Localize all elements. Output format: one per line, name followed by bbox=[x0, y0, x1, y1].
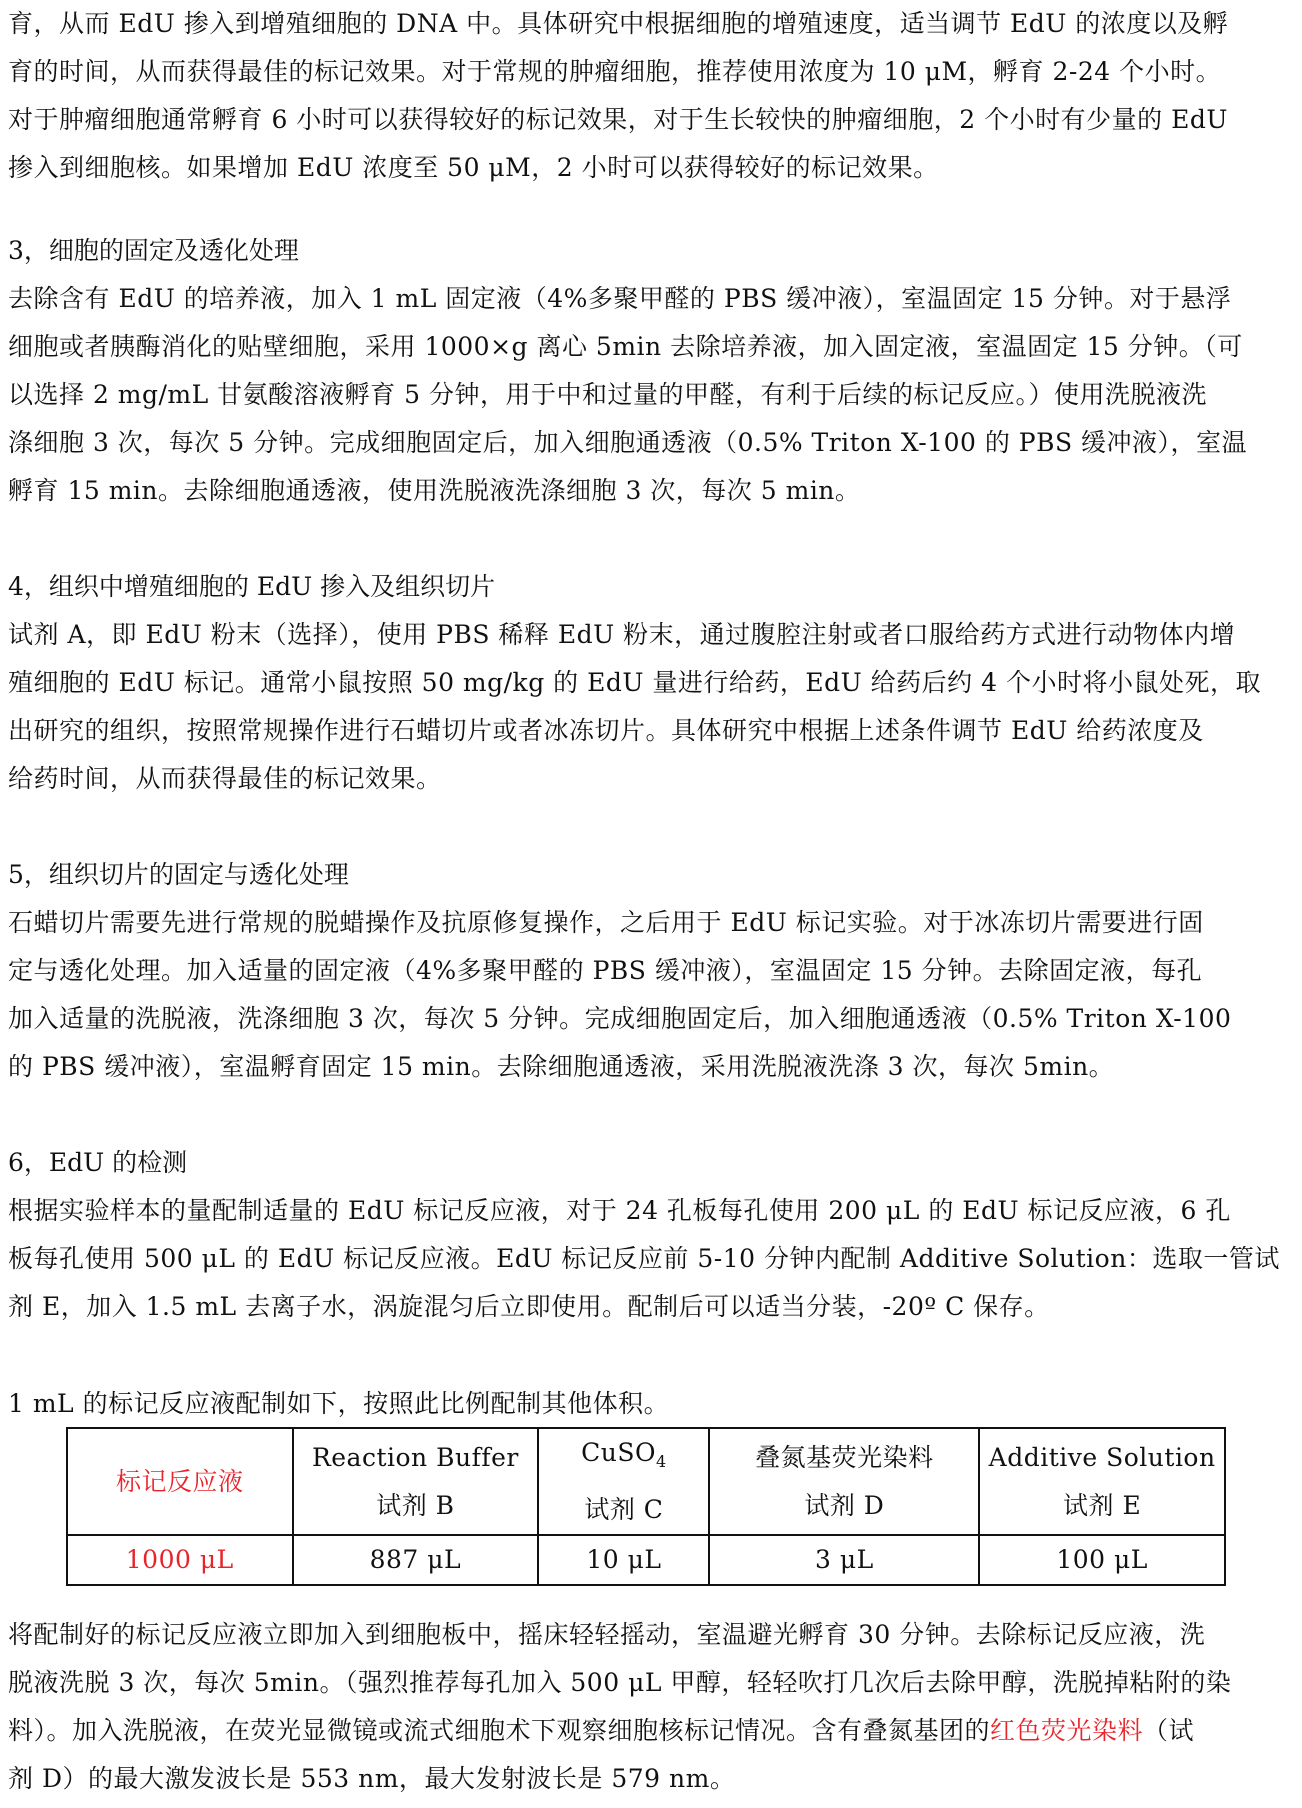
text-line: 出研究的组织，按照常规操作进行石蜡切片或者冰冻切片。具体研究中根据上述条件调节 EdU 给药浓度及 bbox=[8, 716, 1204, 745]
table-header-row bbox=[67, 1428, 1225, 1535]
cell-line bbox=[539, 1429, 708, 1486]
text-line: 掺入到细胞核。如果增加 EdU 浓度至 50 μM，2 小时可以获得较好的标记效果。 bbox=[8, 153, 939, 182]
section-detection bbox=[8, 1139, 1294, 1331]
text-line: 将配制好的标记反应液立即加入到细胞板中，摇床轻轻摇动，室温避光孵育 30 分钟。去除标记反应液，洗 bbox=[8, 1620, 1206, 1649]
header-cell-reagent-c bbox=[538, 1428, 709, 1535]
header-cell-reagent-d bbox=[709, 1428, 979, 1535]
value-cell-reaction-mix: 1000 μL bbox=[67, 1535, 293, 1585]
text-line: 育，从而 EdU 掺入到增殖细胞的 DNA 中。具体研究中根据细胞的增殖速度，适当调节 EdU 的浓度以及孵 bbox=[8, 9, 1229, 38]
text-line: 根据实验样本的量配制适量的 EdU 标记反应液，对于 24 孔板每孔使用 200 μL 的 EdU 标记反应液，6 孔 bbox=[8, 1196, 1231, 1225]
text-line: 的 PBS 缓冲液），室温孵育固定 15 min。去除细胞通透液，采用洗脱液洗涤 3 次，每次 5min。 bbox=[8, 1052, 1115, 1081]
section-body bbox=[8, 611, 1294, 803]
value-cell-reagent-b: 887 μL bbox=[293, 1535, 539, 1585]
section-body bbox=[8, 275, 1294, 515]
text-line: 孵育 15 min。去除细胞通透液，使用洗脱液洗涤细胞 3 次，每次 5 min。 bbox=[8, 476, 861, 505]
text-line: 以选择 2 mg/mL 甘氨酸溶液孵育 5 分钟，用于中和过量的甲醛，有利于后续的标记反应。）使用洗脱液洗 bbox=[8, 380, 1207, 409]
text-line: 育的时间，从而获得最佳的标记效果。对于常规的肿瘤细胞，推荐使用浓度为 10 μM，孵育 2-24 个小时。 bbox=[8, 57, 1222, 86]
value-cell-reagent-c: 10 μL bbox=[538, 1535, 709, 1585]
text-line: 殖细胞的 EdU 标记。通常小鼠按照 50 mg/kg 的 EdU 量进行给药，EdU 给药后约 4 个小时将小鼠处死，取 bbox=[8, 668, 1261, 697]
section-heading: 6，EdU 的检测 bbox=[8, 1148, 188, 1177]
text-segment: （试 bbox=[1143, 1716, 1195, 1745]
cell-line: 试剂 E bbox=[1063, 1490, 1142, 1520]
cell-text: CuSO bbox=[581, 1438, 656, 1467]
cell-line: Reaction Buffer bbox=[311, 1442, 519, 1472]
text-line: 去除含有 EdU 的培养液，加入 1 mL 固定液（4%多聚甲醛的 PBS 缓冲液），室温固定 15 分钟。对于悬浮 bbox=[8, 284, 1232, 313]
reagent-table bbox=[66, 1427, 1226, 1586]
text-line: 加入适量的洗脱液，洗涤细胞 3 次，每次 5 分钟。完成细胞固定后，加入细胞通透液（0.5% Triton X-100 bbox=[8, 1004, 1232, 1033]
table-row bbox=[67, 1535, 1225, 1585]
text-line: 试剂 A，即 EdU 粉末（选择），使用 PBS 稀释 EdU 粉末，通过腹腔注射或者口服给药方式进行动物体内增 bbox=[8, 620, 1236, 649]
section-tissue-edu bbox=[8, 563, 1294, 803]
cell-line: Additive Solution bbox=[988, 1442, 1216, 1472]
text-line: 脱液洗脱 3 次，每次 5min。（强烈推荐每孔加入 500 μL 甲醇，轻轻吹打几次后去除甲醇，洗脱掉粘附的染 bbox=[8, 1668, 1232, 1697]
section-tissue-fixation bbox=[8, 851, 1294, 1091]
section-heading: 3，细胞的固定及透化处理 bbox=[8, 236, 299, 265]
cell-line: 试剂 B bbox=[376, 1490, 455, 1520]
section-heading: 4，组织中增殖细胞的 EdU 掺入及组织切片 bbox=[8, 572, 496, 601]
header-cell-reaction-mix: 标记反应液 bbox=[67, 1428, 293, 1535]
cell-line: 叠氮基荧光染料 bbox=[755, 1442, 934, 1472]
text-segment: 料）。加入洗脱液，在荧光显微镜或流式细胞术下观察细胞核标记情况。含有叠氮基团的 bbox=[8, 1716, 991, 1745]
cell-line: 试剂 C bbox=[584, 1495, 664, 1524]
section-body bbox=[8, 899, 1294, 1091]
header-cell-reagent-e bbox=[979, 1428, 1225, 1535]
text-line: 细胞或者胰酶消化的贴壁细胞，采用 1000×g 离心 5min 去除培养液，加入固定液，室温固定 15 分钟。（可 bbox=[8, 332, 1243, 361]
section-heading: 5，组织切片的固定与透化处理 bbox=[8, 860, 349, 889]
cell-line: 试剂 D bbox=[804, 1490, 885, 1520]
text-line: 定与透化处理。加入适量的固定液（4%多聚甲醛的 PBS 缓冲液），室温固定 15 分钟。去除固定液，每孔 bbox=[8, 956, 1203, 985]
text-line: 剂 E，加入 1.5 mL 去离子水，涡旋混匀后立即使用。配制后可以适当分装，-20º C 保存。 bbox=[8, 1292, 1050, 1321]
value-cell-reagent-e: 100 μL bbox=[979, 1535, 1225, 1585]
value-cell-reagent-d: 3 μL bbox=[709, 1535, 979, 1585]
text-line: 板每孔使用 500 μL 的 EdU 标记反应液。EdU 标记反应前 5-10 分钟内配制 Additive Solution：选取一管试 bbox=[8, 1244, 1280, 1273]
text-line: 石蜡切片需要先进行常规的脱蜡操作及抗原修复操作，之后用于 EdU 标记实验。对于冰冻切片需要进行固 bbox=[8, 908, 1204, 937]
header-cell-reagent-b bbox=[293, 1428, 539, 1535]
text-line: 剂 D）的最大激发波长是 553 nm，最大发射波长是 579 nm。 bbox=[8, 1764, 736, 1793]
text-line bbox=[8, 1707, 1294, 1755]
section-body bbox=[8, 1187, 1294, 1331]
red-dye-highlight: 红色荧光染料 bbox=[990, 1716, 1144, 1745]
table-intro: 1 mL 的标记反应液配制如下，按照此比例配制其他体积。 bbox=[8, 1389, 670, 1418]
text-line: 给药时间，从而获得最佳的标记效果。 bbox=[8, 764, 442, 793]
subscript: 4 bbox=[655, 1452, 667, 1471]
text-line: 涤细胞 3 次，每次 5 分钟。完成细胞固定后，加入细胞通透液（0.5% Triton X-100 的 PBS 缓冲液），室温 bbox=[8, 428, 1248, 457]
section-fixation bbox=[8, 227, 1294, 515]
intro-paragraph bbox=[8, 0, 1294, 192]
text-line: 对于肿瘤细胞通常孵育 6 小时可以获得较好的标记效果，对于生长较快的肿瘤细胞，2 个小时有少量的 EdU bbox=[8, 105, 1228, 134]
final-paragraph bbox=[8, 1611, 1294, 1803]
